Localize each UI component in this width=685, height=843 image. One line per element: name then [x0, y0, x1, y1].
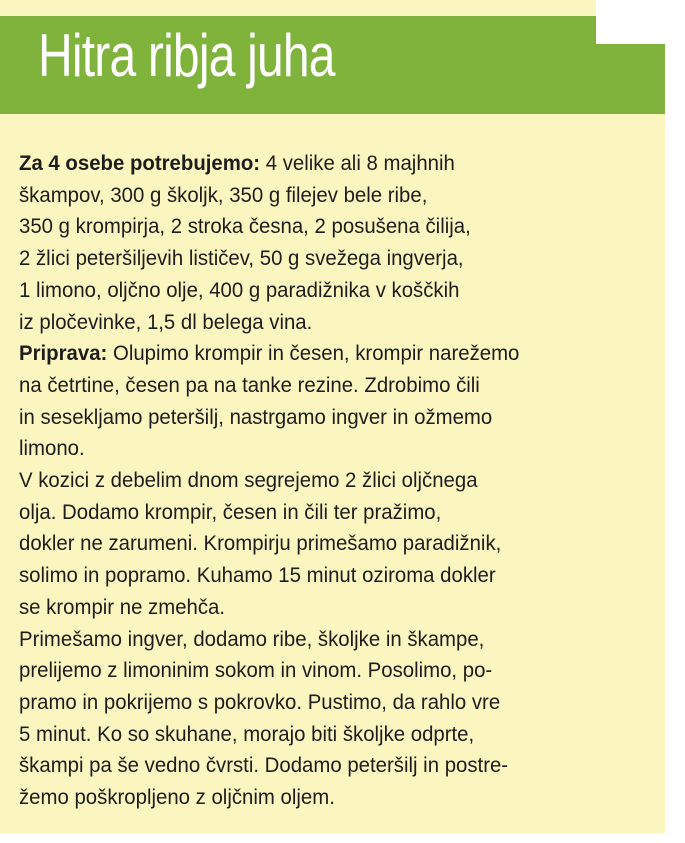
- ingredients-text: 4 velike ali 8 majhnih: [260, 152, 455, 175]
- preparation-line: V kozici z debelim dnom segrejemo 2 žlici oljčnega: [19, 469, 478, 493]
- preparation-line: škampi pa še vedno čvrsti. Dodamo peteršilj in postre-: [19, 754, 509, 778]
- preparation-line: limono.: [19, 437, 85, 461]
- preparation-line: žemo poškropljeno z oljčnim oljem.: [19, 786, 335, 810]
- preparation-text: Olupimo krompir in česen, krompir narežemo: [107, 342, 520, 366]
- preparation-line: na četrtine, česen pa na tanke rezine. Zdrobimo čili: [19, 373, 480, 397]
- preparation-line: olja. Dodamo krompir, česen in čili ter pražimo,: [19, 500, 442, 524]
- recipe-title: Hitra ribja juha: [38, 22, 335, 89]
- title-notch: [596, 0, 665, 44]
- preparation-line: prelijemo z limoninim sokom in vinom. Posolimo, po-: [19, 659, 493, 683]
- preparation-line: solimo in popramo. Kuhamo 15 minut oziroma dokler: [19, 564, 496, 588]
- ingredients-line: 1 limono, oljčno olje, 400 g paradižnika v koščkih: [19, 278, 460, 302]
- ingredients-line: iz pločevinke, 1,5 dl belega vina.: [19, 310, 313, 334]
- preparation-line: pramo in pokrijemo s pokrovko. Pustimo, da rahlo vre: [19, 690, 501, 714]
- ingredients-line: [19, 148, 640, 180]
- ingredients-line: 350 g krompirja, 2 stroka česna, 2 posušena čilija,: [19, 215, 471, 239]
- preparation-label: Priprava:: [19, 342, 108, 366]
- preparation-line: [19, 338, 640, 370]
- preparation-line: dokler ne zarumeni. Krompirju primešamo paradižnik,: [19, 532, 502, 556]
- recipe-body: [19, 148, 640, 814]
- preparation-line: in sesekljamo peteršilj, nastrgamo ingver in ožmemo: [19, 405, 493, 429]
- preparation-line: 5 minut. Ko so skuhane, morajo biti školjke odprte,: [19, 722, 475, 746]
- ingredients-line: 2 žlici peteršiljevih lističev, 50 g svežega ingverja,: [19, 247, 464, 271]
- ingredients-label: Za 4 osebe potrebujemo:: [19, 152, 261, 175]
- preparation-line: se krompir ne zmehča.: [19, 595, 226, 619]
- preparation-line: Primešamo ingver, dodamo ribe, školjke in škampe,: [19, 627, 485, 651]
- ingredients-line: škampov, 300 g školjk, 350 g filejev bele ribe,: [19, 183, 428, 207]
